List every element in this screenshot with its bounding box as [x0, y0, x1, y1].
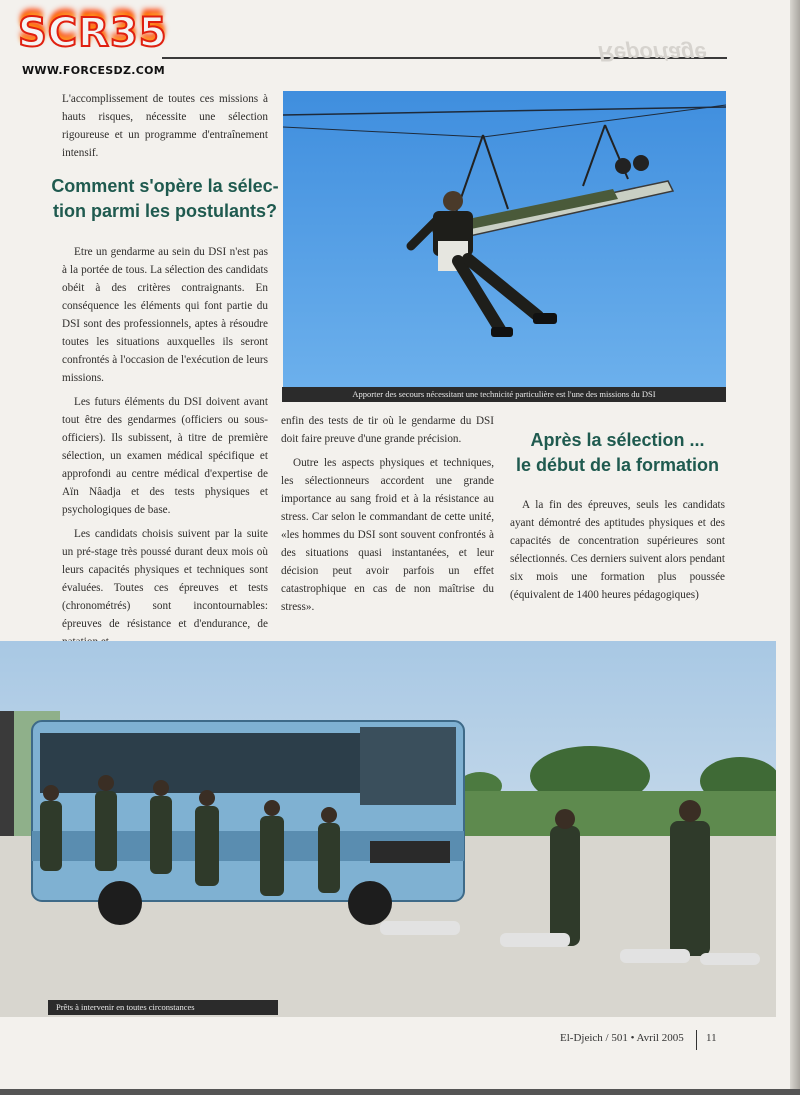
- heading-selection-line1: Comment s'opère la sélec-: [51, 176, 279, 196]
- logo-url[interactable]: WWW.FORCESDZ.COM: [22, 64, 165, 77]
- col2-paragraph: enfin des tests de tir où le gendarme du DSI doit faire preuve d'une grande précision.: [281, 415, 494, 445]
- heading-training-line2: le début de la formation: [515, 455, 720, 475]
- footer-divider: [696, 1030, 697, 1050]
- bus-exercise-photo: [0, 641, 776, 1017]
- site-logo[interactable]: [18, 6, 168, 76]
- col2-paragraph: Outre les aspects physiques et techniques, les sélectionneurs accordent une grande importance au sang froid et à la résistance au stress. Car selon le commandant de cette unité, «les hommes du DSI sont souvent confrontés à des situations quasi instantanées, et leur décision peut avoir parfois un effet catastrophique en cas de non maîtrise du stress».: [281, 457, 494, 613]
- rescue-photo-caption: Apporter des secours nécessitant une technicité particulière est l'une des missions du DSI: [282, 387, 726, 402]
- intro-text: L'accomplissement de toutes ces missions à hauts risques, nécessite une sélection rigoureuse et un programme d'entraînement intensif.: [62, 93, 268, 159]
- heading-training: [505, 428, 730, 478]
- column-2: [281, 412, 494, 622]
- heading-selection: [50, 174, 280, 224]
- heading-selection-line2: tion parmi les postulants?: [52, 201, 278, 221]
- page-number: 11: [706, 1032, 717, 1044]
- logo-brand: SCR35: [18, 10, 168, 56]
- footer-publication: El-Djeich / 501 • Avril 2005: [560, 1032, 684, 1044]
- col1-paragraph: Les futurs éléments du DSI doivent avant tout être des gendarmes (officiers ou sous-officiers). Ils subissent, à titre de première sélection, un examen médical spécifique et approfondi au centre médical d'expertise de Aïn Nâadja et des tests physiques et psychologiques de base.: [62, 396, 268, 516]
- intro-paragraph: [62, 90, 268, 168]
- scan-bottom-edge: [0, 1089, 800, 1095]
- column-3: [510, 496, 725, 610]
- heading-training-line1: Après la sélection ...: [530, 430, 705, 450]
- col1-paragraph: Les candidats choisis suivent par la suite un pré-stage très poussé durant deux mois où leurs capacités physiques et techniques sont évaluées. Toutes ces épreuves et tests (chronométrés) sont incontournables: épreuves de résistance et d'endurance, de: [62, 528, 268, 630]
- rescue-photo: [283, 91, 726, 387]
- col3-paragraph: A la fin des épreuves, seuls les candidats ayant démontré des aptitudes physiques et des capacités de concentration supérieures sont sélectionnés. Ces derniers suivent alors pendant six mois une formation plus poussée (équivalent de 1400 heures pédagogiques): [510, 499, 725, 601]
- page-edge: [790, 0, 800, 1095]
- column-1: [62, 243, 268, 657]
- bus-exercise-illustration: [0, 641, 776, 1017]
- bus-photo-caption: Prêts à intervenir en toutes circonstances: [48, 1000, 278, 1015]
- col1-paragraph: Etre un gendarme au sein du DSI n'est pas à la portée de tous. La sélection des candidats obéit à des critères contraignants. En conséquence les éléments qui font partie du DSI sont des professionnels, aptes à résoudre toutes les situations auxquelles ils seront confrontés à l'occasion de l'exécution de leurs missions.: [62, 246, 268, 384]
- section-tag: Reportage: [598, 41, 707, 66]
- rescue-photo-illustration: [283, 91, 726, 387]
